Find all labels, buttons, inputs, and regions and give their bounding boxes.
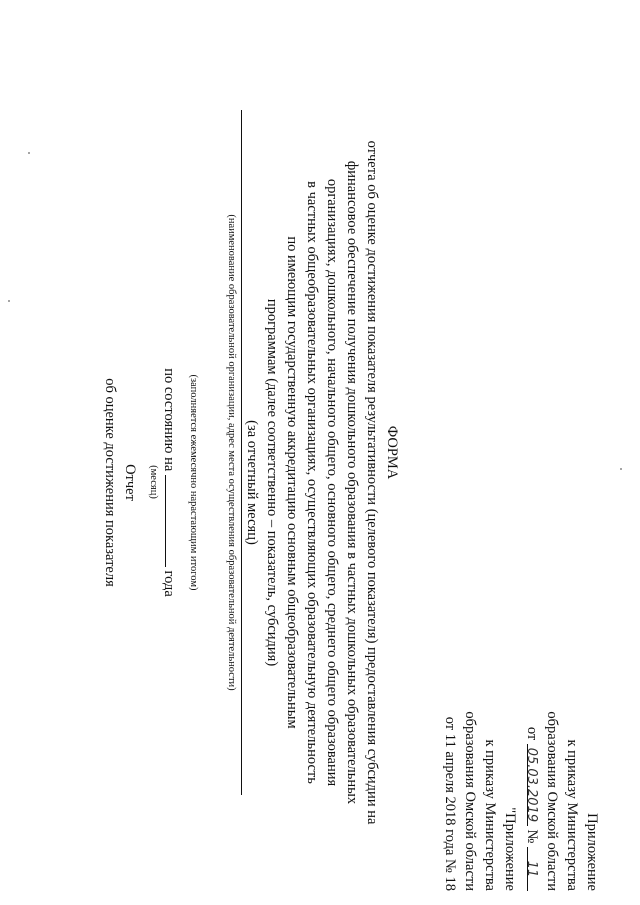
title-line-6: программам (далее соответственно – показатель, субсидия)	[264, 298, 280, 667]
fill-note: (заполняется ежемесячно нарастающим итогом)	[188, 374, 199, 591]
handwritten-date: 05.03.2019	[524, 747, 539, 823]
date-field	[524, 744, 542, 826]
appendix-new-line4	[522, 591, 542, 891]
appendix-new-line3: образования Омской области	[544, 711, 560, 891]
title-line-1: отчета об оценке достижения показателя результативности (целевого показателя) предоставления субсидии на	[364, 140, 380, 825]
appendix-new-line2: к приказу Министерства	[564, 739, 580, 891]
appendix-old	[440, 591, 520, 891]
month-caption: (месяц)	[148, 465, 159, 499]
title-line-5: по имеющим государственную аккредитацию основным общеобразовательным	[284, 236, 300, 729]
report-heading	[100, 80, 140, 885]
form-title	[242, 80, 382, 885]
handwritten-number: 11	[524, 860, 539, 878]
number-field	[524, 847, 542, 891]
appendix-old-line3: образования Омской области	[462, 711, 478, 891]
title-line-7: (за отчетный месяц)	[244, 420, 260, 545]
appendix-old-line2: к приказу Министерства	[482, 739, 498, 891]
appendix-old-line1: "Приложение	[502, 807, 518, 891]
report-line-1: Отчет	[122, 464, 138, 501]
appendix-new	[522, 591, 602, 891]
as-of-suffix: года	[161, 570, 177, 597]
title-line-4: в частных общеобразовательных организациях, осуществляющих образовательную деятельность	[304, 181, 320, 784]
organization-line	[241, 110, 242, 795]
number-prefix: №	[524, 829, 540, 844]
scan-speck	[620, 468, 622, 470]
appendix-old-line4: от 11 апреля 2018 года № 18	[442, 716, 458, 891]
date-prefix: от	[524, 726, 540, 741]
as-of-line	[159, 80, 180, 885]
organization-caption: (наименование образовательной организации, адрес места осуществления образовательной деятельности)	[226, 214, 237, 691]
scan-speck	[28, 152, 30, 154]
as-of-prefix: по состоянию на	[161, 368, 177, 472]
title-line-3: организациях, дошкольного, начального общего, основного общего, среднего общего образования	[324, 178, 340, 787]
month-field	[165, 475, 180, 567]
title-line-2: финансовое обеспечение получения дошкольного образования в частных дошкольных образовательных	[344, 160, 360, 805]
form-heading: ФОРМА	[384, 425, 400, 480]
appendix-new-line1: Приложение	[584, 813, 600, 891]
scan-speck	[8, 300, 10, 302]
report-line-2: об оценке достижения показателя	[102, 378, 118, 587]
